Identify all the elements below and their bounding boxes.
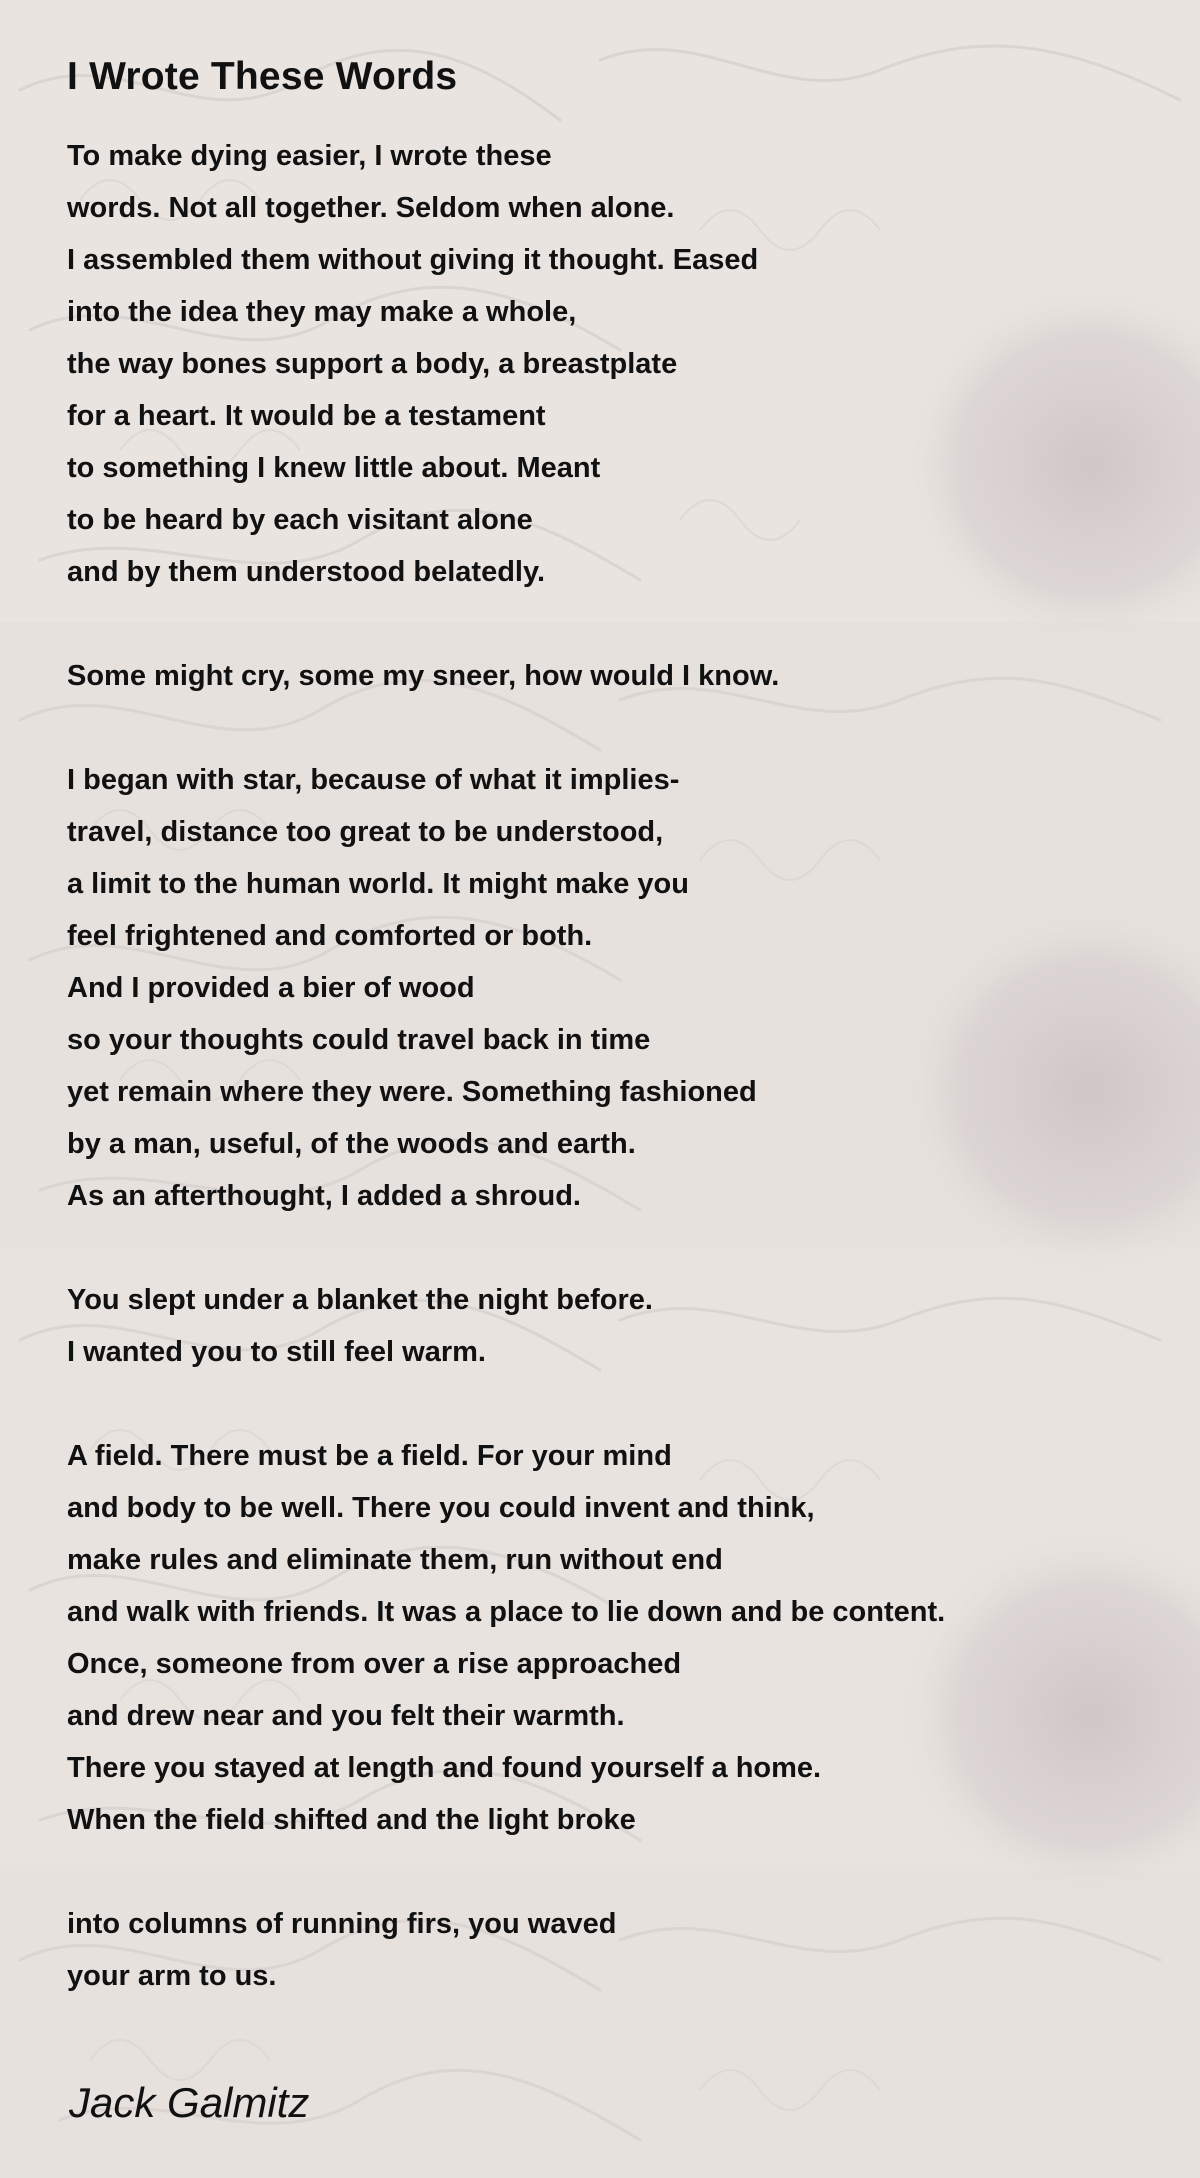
poem-line: And I provided a bier of wood	[67, 972, 475, 1004]
poem-body	[67, 130, 1167, 2002]
poem-stanza	[67, 130, 1167, 598]
poem-line: and drew near and you felt their warmth.	[67, 1700, 625, 1732]
poem-line: To make dying easier, I wrote these	[67, 140, 552, 172]
poem-line: to be heard by each visitant alone	[67, 504, 533, 536]
poem-line: so your thoughts could travel back in time	[67, 1024, 651, 1056]
poem-stanza	[67, 650, 1167, 702]
poem-line: and walk with friends. It was a place to lie down and be content.	[67, 1596, 946, 1628]
poem-line: travel, distance too great to be understood,	[67, 816, 664, 848]
poem-line: words. Not all together. Seldom when alone.	[67, 192, 675, 224]
poem-line: A field. There must be a field. For your mind	[67, 1440, 672, 1472]
poem-line: As an afterthought, I added a shroud.	[67, 1180, 581, 1212]
poem-line: feel frightened and comforted or both.	[67, 920, 593, 952]
poem-stanza	[67, 1274, 1167, 1378]
poem-line: yet remain where they were. Something fashioned	[67, 1076, 757, 1108]
poem-line: make rules and eliminate them, run without end	[67, 1544, 723, 1576]
poem-line: Once, someone from over a rise approached	[67, 1648, 682, 1680]
poem-line: your arm to us.	[67, 1960, 277, 1992]
poem-line: and body to be well. There you could invent and think,	[67, 1492, 815, 1524]
poem-line: into columns of running firs, you waved	[67, 1908, 617, 1940]
poem-stanza	[67, 1430, 1167, 1846]
poem-line: I began with star, because of what it implies-	[67, 764, 680, 796]
poem-line: When the field shifted and the light broke	[67, 1804, 636, 1836]
poem-line: Some might cry, some my sneer, how would I know.	[67, 660, 780, 692]
poem-line: for a heart. It would be a testament	[67, 400, 546, 432]
poem-line: I wanted you to still feel warm.	[67, 1336, 486, 1368]
poem-line: You slept under a blanket the night before.	[67, 1284, 653, 1316]
poem-line: into the idea they may make a whole,	[67, 296, 577, 328]
poem-stanza	[67, 754, 1167, 1222]
poem-title: I Wrote These Words	[67, 55, 458, 98]
poem-line: by a man, useful, of the woods and earth.	[67, 1128, 636, 1160]
poem-line: the way bones support a body, a breastplate	[67, 348, 678, 380]
poem-line: I assembled them without giving it thought. Eased	[67, 244, 759, 276]
poem-content	[67, 52, 1167, 2054]
poem-author: Jack Galmitz	[69, 2079, 310, 2126]
poem-line: and by them understood belatedly.	[67, 556, 546, 588]
poem-stanza	[67, 1898, 1167, 2002]
poem-line: a limit to the human world. It might make you	[67, 868, 689, 900]
poem-line: to something I knew little about. Meant	[67, 452, 601, 484]
poem-line: There you stayed at length and found yourself a home.	[67, 1752, 822, 1784]
